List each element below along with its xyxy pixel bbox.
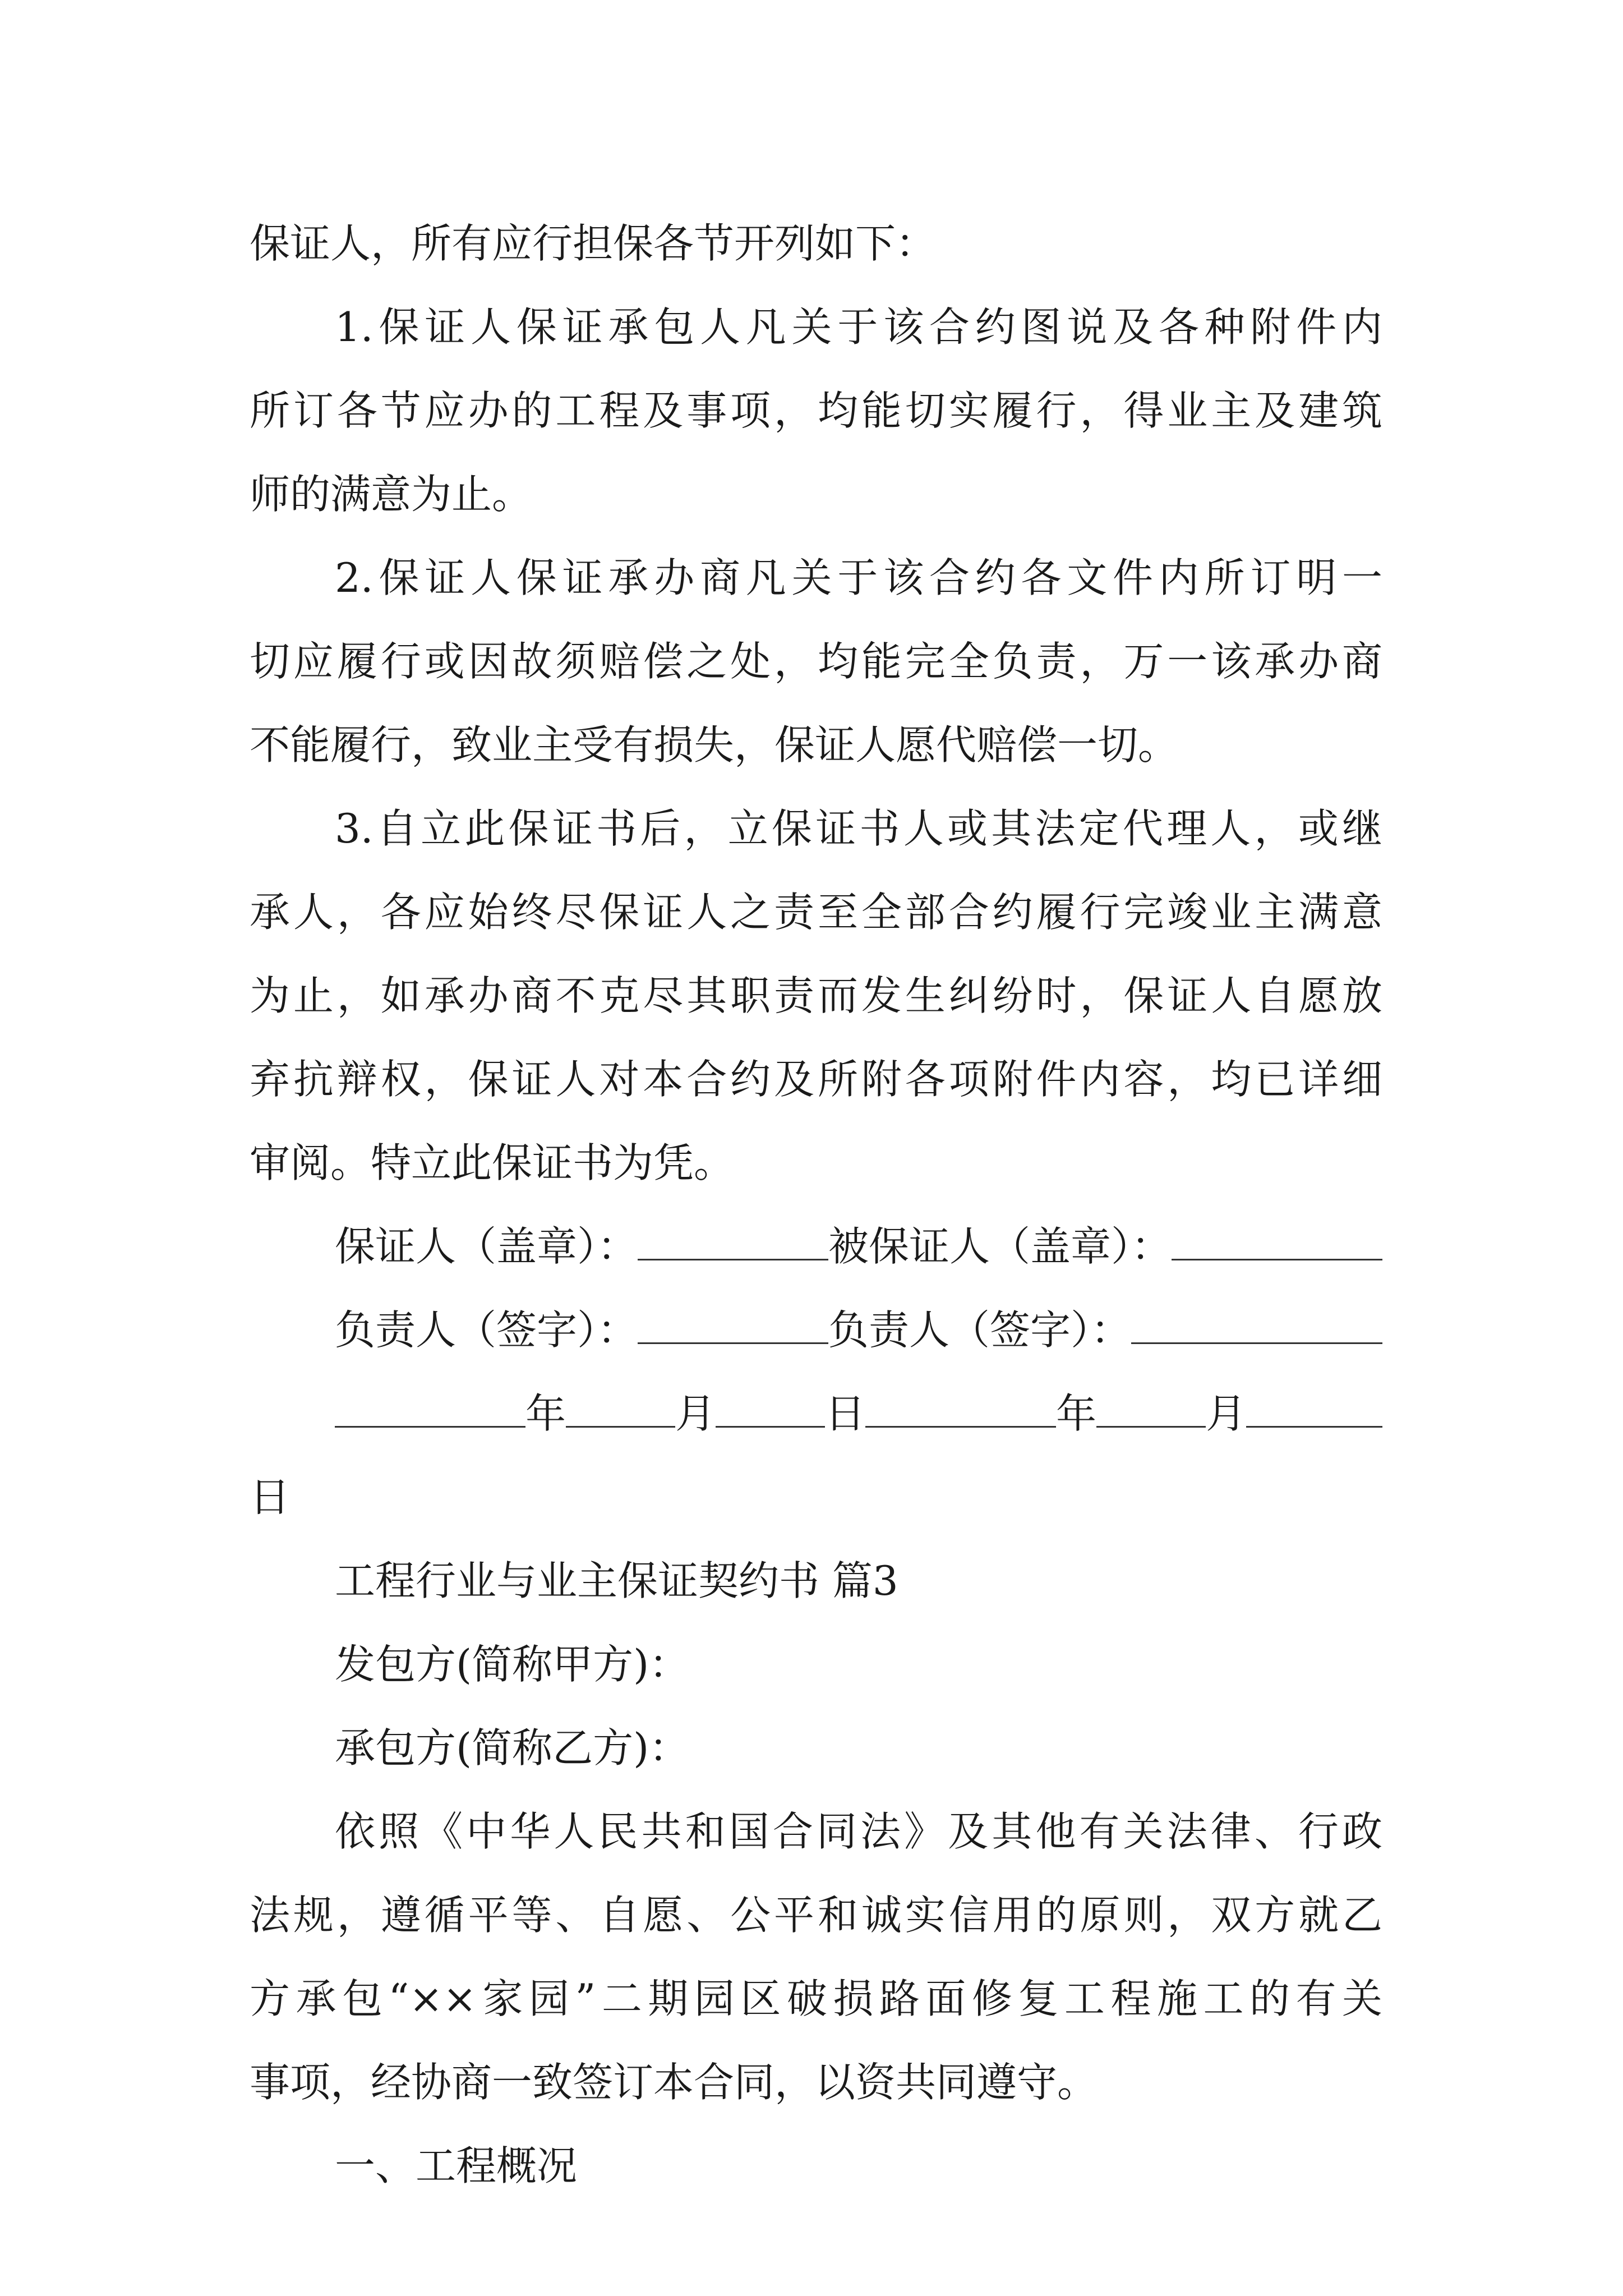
section-title: 工程行业与业主保证契约书 篇3 [335,1557,898,1604]
heading-engineering-overview: 一、工程概况 [335,2142,578,2189]
clause-1-line-1: 1.保证人保证承包人凡关于该合约图说及各种附件内 [335,303,1382,351]
month-blank-2 [1096,1392,1206,1428]
guaranteed-seal-blank [1172,1225,1382,1260]
clause-3-line-4: 弃抗辩权，保证人对本合约及所附各项附件内容，均已详细 [250,1056,1382,1103]
month-blank-1 [566,1392,675,1428]
responsible-sign-blank-1 [638,1309,828,1344]
preamble-line-2: 法规，遵循平等、自愿、公平和诚实信用的原则，双方就乙 [250,1892,1382,1939]
clause-1-line-3: 师的满意为止。 [250,471,533,518]
date-row [250,1372,1382,1456]
guaranteed-seal-label: 被保证人（盖章）： [828,1223,1172,1270]
clause-2-line-3: 不能履行，致业主受有损失，保证人愿代赔偿一切。 [250,721,1179,769]
year-label-1: 年 [525,1390,566,1437]
clause-1-line-2: 所订各节应办的工程及事项，均能切实履行，得业主及建筑 [250,387,1382,434]
month-label-1: 月 [675,1390,716,1437]
clause-3-line-2: 承人，各应始终尽保证人之责至全部合约履行完竣业主满意 [250,889,1382,936]
guarantor-seal-blank [638,1225,828,1260]
preamble-line-4: 事项，经协商一致签订本合同，以资共同遵守。 [250,2059,1098,2106]
responsible-sign-label-1: 负责人（签字）： [335,1306,638,1354]
year-label-2: 年 [1056,1390,1097,1437]
responsible-sign-blank-2 [1131,1309,1382,1344]
day-label-1: 日 [825,1390,866,1437]
day-blank-1 [716,1392,825,1428]
party-b-line: 承包方(简称乙方)： [335,1724,690,1772]
day-blank-2 [1246,1392,1382,1428]
clause-2-line-1: 2.保证人保证承办商凡关于该合约各文件内所订明一 [335,554,1382,601]
party-a-line: 发包方(简称甲方)： [335,1641,690,1688]
document-page [250,202,1382,2208]
year-blank-1 [335,1392,525,1428]
preamble-line-1: 依照《中华人民共和国合同法》及其他有关法律、行政 [335,1808,1382,1855]
responsible-sign-label-2: 负责人（签字）： [828,1306,1132,1354]
day-label-2: 日 [250,1474,291,1521]
year-blank-2 [865,1392,1056,1428]
opening-line: 保证人，所有应行担保各节开列如下： [250,220,937,267]
clause-3-line-5: 审阅。特立此保证书为凭。 [250,1139,735,1186]
clause-2-line-2: 切应履行或因故须赔偿之处，均能完全负责，万一该承办商 [250,638,1382,685]
seal-row [250,1205,1382,1289]
sign-row [250,1289,1382,1372]
month-label-2: 月 [1206,1390,1247,1437]
clause-3-line-1: 3.自立此保证书后，立保证书人或其法定代理人，或继 [335,805,1382,852]
clause-3-line-3: 为止，如承办商不克尽其职责而发生纠纷时，保证人自愿放 [250,972,1382,1019]
guarantor-seal-label: 保证人（盖章）： [335,1223,638,1270]
preamble-line-3: 方承包“××家园”二期园区破损路面修复工程施工的有关 [250,1975,1382,2022]
